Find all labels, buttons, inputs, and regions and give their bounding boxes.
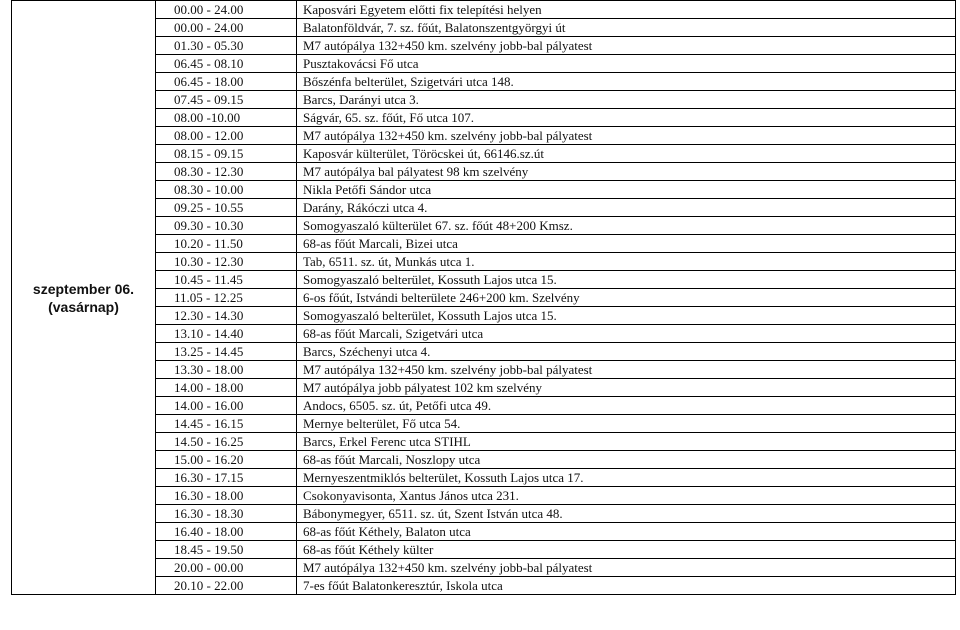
table-row — [12, 1, 956, 19]
location-cell: Kaposvári Egyetem előtti fix telepítési helyen — [297, 1, 956, 19]
time-cell: 13.10 - 14.40 — [156, 325, 297, 343]
location-cell: Ságvár, 65. sz. főút, Fő utca 107. — [297, 109, 956, 127]
location-cell: Somogyaszaló belterület, Kossuth Lajos utca 15. — [297, 307, 956, 325]
location-cell: Barcs, Darányi utca 3. — [297, 91, 956, 109]
location-cell: 68-as főút Kéthely, Balaton utca — [297, 523, 956, 541]
time-cell: 08.00 - 12.00 — [156, 127, 297, 145]
time-cell: 16.30 - 18.30 — [156, 505, 297, 523]
time-cell: 06.45 - 18.00 — [156, 73, 297, 91]
location-cell: 6-os főút, Istvándi belterülete 246+200 km. Szelvény — [297, 289, 956, 307]
location-cell: M7 autópálya 132+450 km. szelvény jobb-bal pályatest — [297, 559, 956, 577]
time-cell: 20.00 - 00.00 — [156, 559, 297, 577]
location-cell: Bábonymegyer, 6511. sz. út, Szent István utca 48. — [297, 505, 956, 523]
time-cell: 16.40 - 18.00 — [156, 523, 297, 541]
location-cell: Somogyaszaló külterület 67. sz. főút 48+200 Kmsz. — [297, 217, 956, 235]
time-cell: 10.45 - 11.45 — [156, 271, 297, 289]
time-cell: 07.45 - 09.15 — [156, 91, 297, 109]
time-cell: 13.25 - 14.45 — [156, 343, 297, 361]
time-cell: 18.45 - 19.50 — [156, 541, 297, 559]
time-cell: 08.30 - 10.00 — [156, 181, 297, 199]
time-cell: 20.10 - 22.00 — [156, 577, 297, 595]
location-cell: Somogyaszaló belterület, Kossuth Lajos utca 15. — [297, 271, 956, 289]
time-cell: 14.00 - 18.00 — [156, 379, 297, 397]
schedule-table — [11, 0, 956, 595]
time-cell: 10.20 - 11.50 — [156, 235, 297, 253]
location-cell: Csokonyavisonta, Xantus János utca 231. — [297, 487, 956, 505]
location-cell: Barcs, Széchenyi utca 4. — [297, 343, 956, 361]
location-cell: 7-es főút Balatonkeresztúr, Iskola utca — [297, 577, 956, 595]
day-weekday: (vasárnap) — [48, 298, 119, 315]
time-cell: 00.00 - 24.00 — [156, 19, 297, 37]
location-cell: Nikla Petőfi Sándor utca — [297, 181, 956, 199]
location-cell: M7 autópálya 132+450 km. szelvény jobb-bal pályatest — [297, 361, 956, 379]
day-cell — [12, 1, 156, 595]
location-cell: M7 autópálya 132+450 km. szelvény jobb-bal pályatest — [297, 127, 956, 145]
time-cell: 09.25 - 10.55 — [156, 199, 297, 217]
time-cell: 14.50 - 16.25 — [156, 433, 297, 451]
schedule-table-body — [12, 1, 956, 595]
time-cell: 12.30 - 14.30 — [156, 307, 297, 325]
time-cell: 16.30 - 18.00 — [156, 487, 297, 505]
time-cell: 11.05 - 12.25 — [156, 289, 297, 307]
location-cell: Darány, Rákóczi utca 4. — [297, 199, 956, 217]
time-cell: 00.00 - 24.00 — [156, 1, 297, 19]
time-cell: 01.30 - 05.30 — [156, 37, 297, 55]
time-cell: 08.00 -10.00 — [156, 109, 297, 127]
time-cell: 10.30 - 12.30 — [156, 253, 297, 271]
location-cell: 68-as főút Marcali, Bizei utca — [297, 235, 956, 253]
location-cell: 68-as főút Marcali, Noszlopy utca — [297, 451, 956, 469]
location-cell: Tab, 6511. sz. út, Munkás utca 1. — [297, 253, 956, 271]
time-cell: 14.45 - 16.15 — [156, 415, 297, 433]
location-cell: M7 autópálya 132+450 km. szelvény jobb-bal pályatest — [297, 37, 956, 55]
time-cell: 14.00 - 16.00 — [156, 397, 297, 415]
time-cell: 06.45 - 08.10 — [156, 55, 297, 73]
location-cell: Andocs, 6505. sz. út, Petőfi utca 49. — [297, 397, 956, 415]
location-cell: M7 autópálya bal pályatest 98 km szelvény — [297, 163, 956, 181]
time-cell: 08.15 - 09.15 — [156, 145, 297, 163]
location-cell: 68-as főút Marcali, Szigetvári utca — [297, 325, 956, 343]
location-cell: Pusztakovácsi Fő utca — [297, 55, 956, 73]
location-cell: 68-as főút Kéthely külter — [297, 541, 956, 559]
time-cell: 15.00 - 16.20 — [156, 451, 297, 469]
location-cell: Barcs, Erkel Ferenc utca STIHL — [297, 433, 956, 451]
location-cell: Balatonföldvár, 7. sz. főút, Balatonszentgyörgyi út — [297, 19, 956, 37]
time-cell: 09.30 - 10.30 — [156, 217, 297, 235]
time-cell: 08.30 - 12.30 — [156, 163, 297, 181]
location-cell: M7 autópálya jobb pályatest 102 km szelvény — [297, 379, 956, 397]
time-cell: 16.30 - 17.15 — [156, 469, 297, 487]
location-cell: Bőszénfa belterület, Szigetvári utca 148. — [297, 73, 956, 91]
day-date: szeptember 06. — [32, 280, 135, 297]
time-cell: 13.30 - 18.00 — [156, 361, 297, 379]
location-cell: Mernyeszentmiklós belterület, Kossuth Lajos utca 17. — [297, 469, 956, 487]
location-cell: Kaposvár külterület, Töröcskei út, 66146.sz.út — [297, 145, 956, 163]
location-cell: Mernye belterület, Fő utca 54. — [297, 415, 956, 433]
